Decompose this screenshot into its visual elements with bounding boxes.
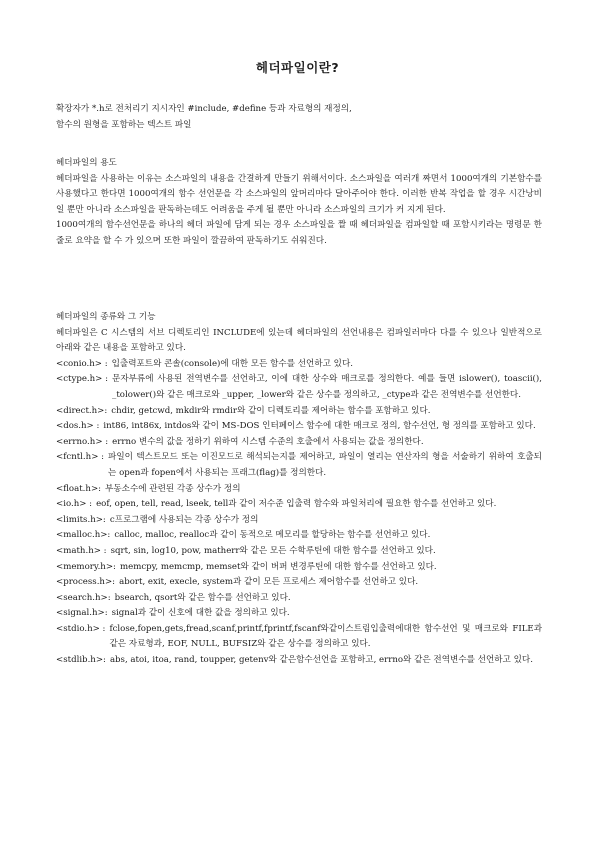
header-item — [56, 591, 542, 607]
usage-heading: 헤더파일의 용도 — [56, 158, 117, 168]
header-item — [56, 622, 542, 653]
kinds-section — [56, 310, 542, 669]
usage-paragraph-2: 1000여개의 함수선언문을 하나의 헤더 파일에 담게 되는 경우 소스파일을 짤 때 헤더파일을 컴파일할 때 포함시키라는 명령문 한 줄로 요약을 할 수 가 있으며 또한 파일이 깔끔하여 판독하기도 쉬워진다. — [56, 220, 542, 246]
header-name: <math.h> : — [56, 545, 107, 556]
header-name: <limits.h>: — [56, 514, 106, 525]
header-name: <errno.h> : — [56, 436, 109, 447]
header-description: 부동소수에 관련된 각종 상수가 정의 — [105, 483, 241, 494]
header-description: chdir, getcwd, mkdir와 rmdir와 같이 디렉토리를 제어하는 함수를 포함하고 있다. — [111, 405, 431, 416]
definition-line: 확장자가 *.h로 전처리기 지시자인 #include, #define 등과 자료형의 재정의, — [56, 104, 352, 114]
header-description: bsearch, qsort와 같은 함수를 선언하고 있다. — [114, 592, 291, 603]
header-description: errno 변수의 값을 정하기 위하여 시스템 수준의 호출에서 사용되는 값을 정의한다. — [112, 436, 424, 447]
header-item — [56, 606, 542, 622]
header-name: <ctype.h> : — [56, 374, 109, 385]
header-item — [56, 575, 542, 591]
header-name: <stdlib.h>: — [56, 655, 106, 666]
header-description: abs, atoi, itoa, rand, toupper, getenv와 같은함수선언을 포함하고, errno와 같은 전역변수를 선언하고 있다. — [109, 655, 533, 666]
header-item — [56, 497, 542, 513]
header-item — [56, 528, 542, 544]
header-name: <conio.h> : — [56, 358, 108, 369]
header-item — [56, 419, 542, 435]
page-title: 헤더파일이란? — [255, 60, 340, 75]
header-name: <memory.h>: — [56, 561, 116, 572]
header-description: sqrt, sin, log10, pow, matherr와 같은 모든 수학루틴에 대한 함수를 선언하고 있다. — [110, 545, 436, 556]
header-description: 문자부류에 사용된 전역변수를 선언하고, 이에 대한 상수와 매크로를 정의한다. 예를 들면 islower(), toascii(), _tolower()와 같은 매크로와 _upper, _lower와 같은 상수를 정의하고, _ctype과 같은 전역변수를 선언한다. — [112, 374, 542, 400]
kinds-intro: 헤더파일은 C 시스템의 서브 디렉토리인 INCLUDE에 있는데 헤더파일의 선언내용은 컴파일러마다 다를 수 있으나 일반적으로 아래와 같은 내용을 포함하고 있다. — [56, 327, 542, 354]
header-name: <process.h>: — [56, 577, 116, 588]
header-name: <float.h>: — [56, 483, 102, 494]
kinds-heading: 헤더파일의 종류와 그 기능 — [56, 312, 156, 322]
header-item — [56, 404, 542, 420]
header-list — [56, 357, 542, 669]
header-item — [56, 372, 542, 403]
header-item — [56, 560, 542, 576]
usage-section — [56, 156, 542, 250]
definition-line: 함수의 원형을 포함하는 텍스트 파일 — [56, 119, 192, 130]
header-item — [56, 653, 542, 669]
header-description: int86, int86x, intdos와 같이 MS-DOS 인터페이스 함수에 대한 매크로 정의, 함수선언, 형 정의를 포함하고 있다. — [103, 421, 536, 432]
header-item — [56, 450, 542, 481]
header-name: <stdio.h> : — [56, 623, 106, 634]
header-description: eof, open, tell, read, lseek, tell과 같이 저수준 입출력 함수와 파일처리에 필요한 함수를 선언하고 있다. — [96, 499, 497, 510]
definition-block — [56, 102, 542, 133]
header-item — [56, 357, 542, 373]
header-description: abort, exit, execle, system과 같이 모든 프로세스 제어함수를 선언하고 있다. — [119, 577, 419, 588]
header-name: <dos.h> : — [56, 421, 100, 432]
header-description: 파일이 텍스트모드 또는 이진모드로 해석되는지를 제어하고, 파일이 열리는 연산자의 형을 서술하기 위하여 호출되는 open과 fopen에서 사용되는 프래그(flag)를 정의한다. — [108, 452, 542, 478]
header-description: memcpy, memcmp, memset와 같이 버퍼 변경루틴에 대한 함수를 선언하고 있다. — [119, 561, 437, 572]
header-name: <signal.h>: — [56, 608, 108, 619]
header-description: c프로그램에 사용되는 각종 상수가 정의 — [109, 514, 259, 525]
header-name: <direct.h>: — [56, 405, 108, 416]
header-name: <search.h>: — [56, 592, 111, 603]
header-name: <fcntl.h> : — [56, 452, 105, 463]
header-item — [56, 482, 542, 498]
header-item — [56, 435, 542, 451]
header-description: fclose,fopen,gets,fread,scanf,printf,fprintf,fscanf와같이스트림입출력에대한 함수선언 및 매크로와 FILE과 같은 자료형과, EOF, NULL, BUFSIZ와 같은 상수를 정의하고 있다. — [109, 623, 542, 650]
header-description: 입출력포트와 콘솔(console)에 대한 모든 함수를 선언하고 있다. — [111, 358, 353, 369]
header-description: calloc, malloc, realloc과 같이 동적으로 메모리를 할당하는 함수를 선언하고 있다. — [114, 530, 431, 541]
header-name: <malloc.h>: — [56, 530, 111, 541]
header-item — [56, 544, 542, 560]
header-description: signal과 같이 신호에 대한 값을 정의하고 있다. — [111, 608, 290, 619]
header-name: <io.h> : — [56, 499, 93, 510]
usage-paragraph-1: 헤더파일을 사용하는 이유는 소스파일의 내용을 간결하게 만들기 위해서이다. 소스파일을 여러개 짜면서 1000여개의 기본함수를 사용했다고 한다면 1000여개의 함수 선언문을 각 소스파일의 앞머리마다 달아주어야 한다. 이러한 반복 작업을 할 경우 시간낭비일 뿐만 아니라 소스파일을 판독하는데도 어려움을 주게 될 뿐만 아니라 소스파일의 크기가 커 지게 된다. — [56, 173, 542, 215]
header-item — [56, 513, 542, 529]
